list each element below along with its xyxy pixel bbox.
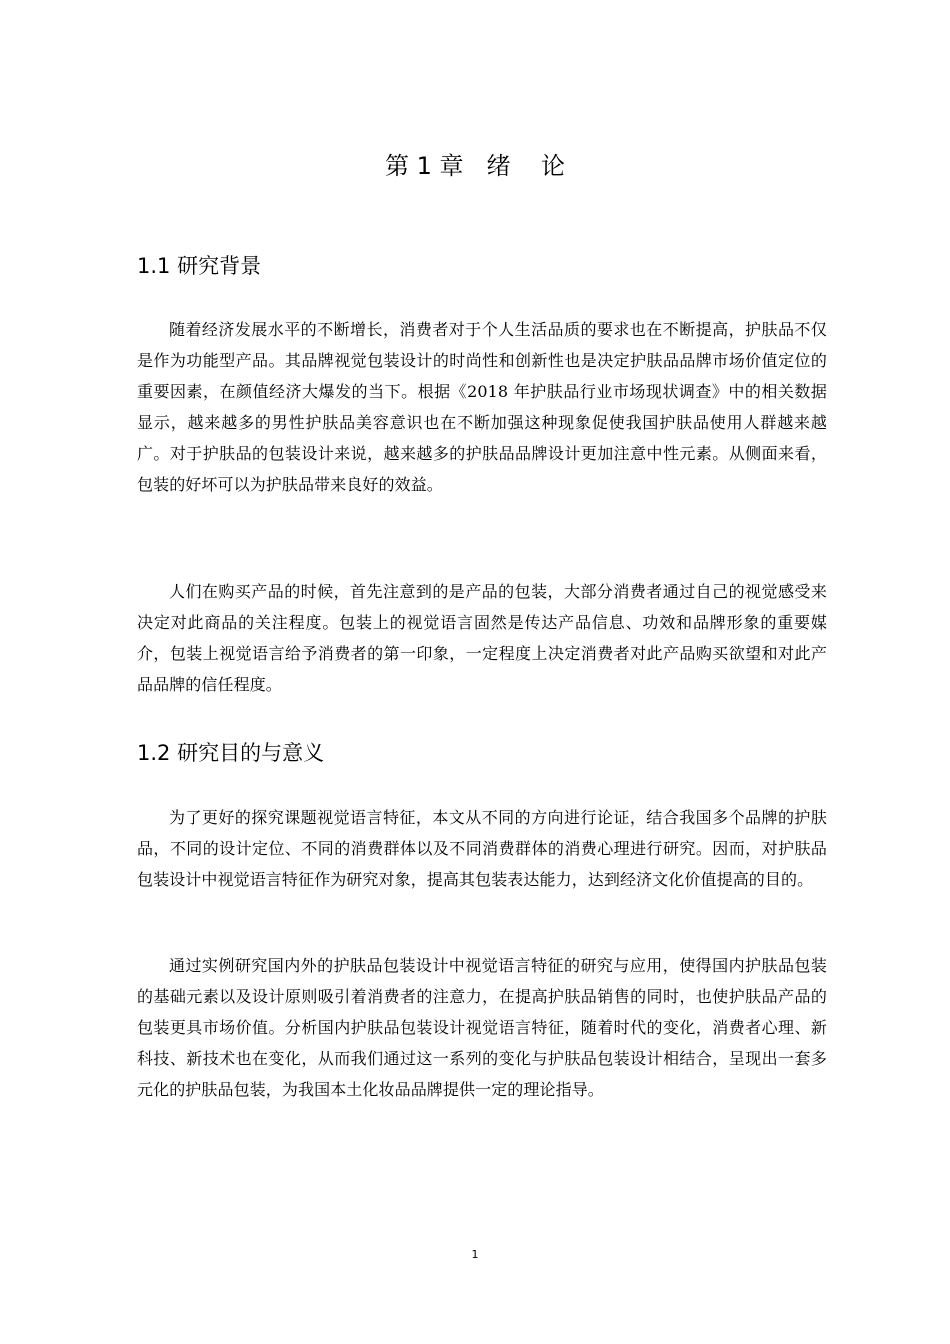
page-number: 1 [471,1248,479,1261]
paragraph: 随着经济发展水平的不断增长，消费者对于个人生活品质的要求也在不断提高，护肤品不仅是作为功能型产品。其品牌视觉包装设计的时尚性和创新性也是决定护肤品品牌市场价值定位的重要因素，在颜值经济大爆发的当下。根据《2018 年护肤品行业市场现状调查》中的相关数据显示，越来越多的男性护肤品美容意识也在不断加强这种现象促使我国护肤品使用人群越来越广。对于护肤品的包装设计来说，越来越多的护肤品品牌设计更加注意中性元素。从侧面来看，包装的好坏可以为护肤品带来良好的效益。 [137,320,827,494]
paragraph: 人们在购买产品的时候，首先注意到的是产品的包装，大部分消费者通过自己的视觉感受来决定对此商品的关注程度。包装上的视觉语言固然是传达产品信息、功效和品牌形象的重要媒介，包装上视觉语言给予消费者的第一印象，一定程度上决定消费者对此产品购买欲望和对此产品品牌的信任程度。 [137,582,827,694]
section-heading-research-background: 1.1 研究背景 [137,254,262,278]
paragraph: 为了更好的探究课题视觉语言特征，本文从不同的方向进行论证，结合我国多个品牌的护肤品，不同的设计定位、不同的消费群体以及不同消费群体的消费心理进行研究。因而，对护肤品包装设计中视觉语言特征作为研究对象，提高其包装表达能力，达到经济文化价值提高的目的。 [137,808,827,889]
chapter-title: 第 1 章 绪 论 [385,152,565,180]
paragraph: 通过实例研究国内外的护肤品包装设计中视觉语言特征的研究与应用，使得国内护肤品包装的基础元素以及设计原则吸引着消费者的注意力，在提高护肤品销售的同时，也使护肤品产品的包装更具市场价值。分析国内护肤品包装设计视觉语言特征，随着时代的变化，消费者心理、新科技、新技术也在变化，从而我们通过这一系列的变化与护肤品包装设计相结合，呈现出一套多元化的护肤品包装，为我国本土化妆品品牌提供一定的理论指导。 [137,956,827,1099]
section-heading-research-purpose: 1.2 研究目的与意义 [137,741,325,765]
